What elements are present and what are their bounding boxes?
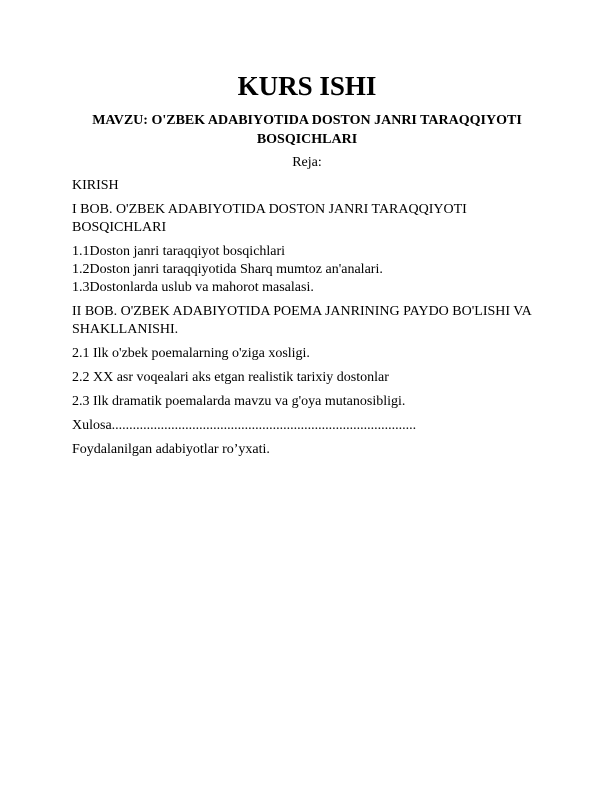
toc-item-1-2: 1.2Doston janri taraqqiyotida Sharq mumtoz an'analari. xyxy=(72,262,383,277)
toc-item-chapter-1: I BOB. O'ZBEK ADABIYOTIDA DOSTON JANRI TARAQQIYOTI BOSQICHLARI xyxy=(72,202,467,235)
toc-item-1-3: 1.3Dostonlarda uslub va mahorot masalasi. xyxy=(72,280,314,295)
toc-item-2-1: 2.1 Ilk o'zbek poemalarning o'ziga xosligi. xyxy=(72,346,310,361)
toc-item-chapter-2: II BOB. O'ZBEK ADABIYOTIDA POEMA JANRINING PAYDO BO'LISHI VA SHAKLLANISHI. xyxy=(72,304,531,337)
toc-item-1-1: 1.1Doston janri taraqqiyot bosqichlari xyxy=(72,244,286,259)
toc-item-2-2: 2.2 XX asr voqealari aks etgan realistik tarixiy dostonlar xyxy=(72,370,389,385)
toc-item-conclusion: Xulosa....................................................................................... xyxy=(72,418,417,433)
topic-heading: MAVZU: O'ZBEK ADABIYOTIDA DOSTON JANRI TARAQQIYOTI BOSQICHLARI xyxy=(92,113,522,147)
document-title: KURS ISHI xyxy=(237,71,377,101)
page-content xyxy=(72,70,542,459)
toc-item-introduction: KIRISH xyxy=(72,178,119,193)
plan-label: Reja: xyxy=(292,155,322,170)
table-of-contents xyxy=(72,177,542,459)
toc-item-references: Foydalanilgan adabiyotlar ro’yxati. xyxy=(72,442,270,457)
toc-item-2-3: 2.3 Ilk dramatik poemalarda mavzu va g'oya mutanosibligi. xyxy=(72,394,406,409)
